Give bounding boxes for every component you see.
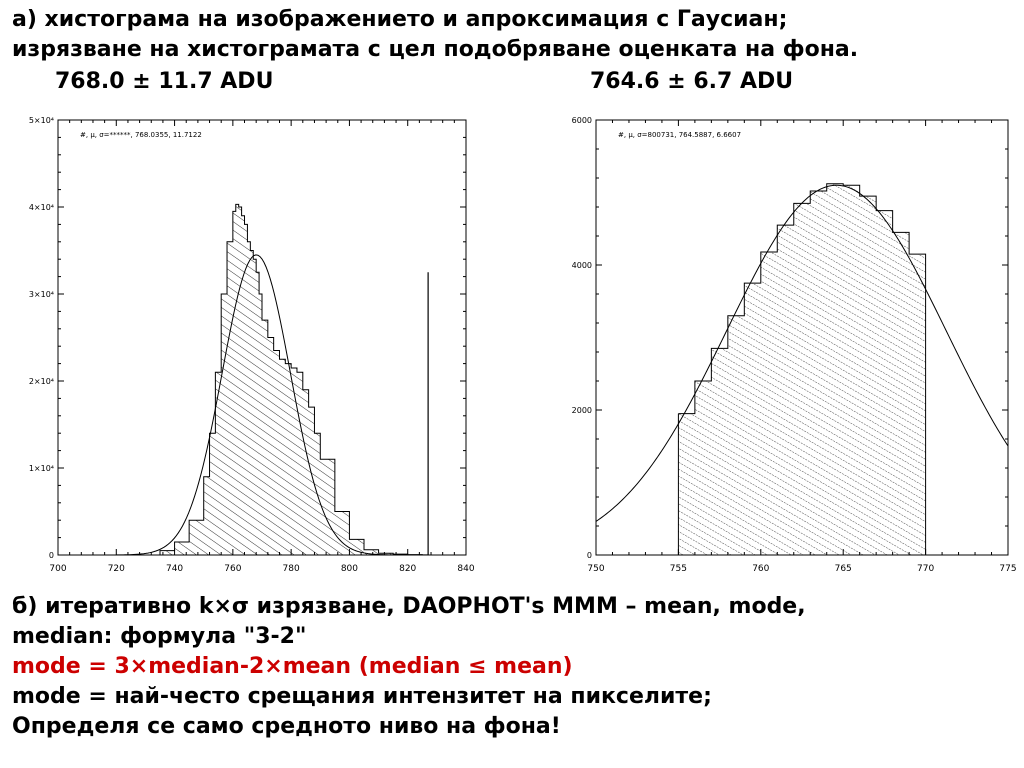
x-tick-label: 760	[752, 564, 770, 574]
x-tick-label: 760	[224, 564, 242, 574]
left-fit-value: 768.0 ± 11.7 ADU	[55, 69, 274, 94]
mode-formula: mode = 3×median-2×mean (median ≤ mean)	[12, 654, 573, 679]
explanation-line-5: Определя се само средното ниво на фона!	[12, 714, 561, 739]
x-tick-label: 740	[165, 564, 184, 574]
explanation-line-1: б) итеративно k×σ изрязване, DAOPHOT's MMM – mean, mode,	[12, 594, 806, 619]
y-tick-label: 3×10⁴	[28, 290, 54, 299]
x-tick-label: 765	[834, 564, 852, 574]
heading-line-2: изрязване на хистограмата с цел подобряване оценката на фона.	[12, 37, 859, 62]
explanation-block	[12, 592, 806, 742]
y-tick-label: 1×10⁴	[28, 464, 54, 473]
right-plot-area	[572, 116, 1017, 574]
x-tick-label: 750	[587, 564, 605, 574]
x-tick-label: 840	[457, 564, 475, 574]
x-tick-label: 775	[999, 564, 1017, 574]
y-tick-label: 2×10⁴	[28, 377, 54, 386]
x-tick-label: 700	[49, 564, 67, 574]
y-tick-label: 5×10⁴	[28, 116, 54, 125]
y-tick-label: 0	[48, 551, 54, 560]
left-plot-area	[29, 116, 475, 574]
left-histogram-chart	[0, 110, 480, 580]
right-fit-value: 764.6 ± 6.7 ADU	[590, 69, 794, 94]
x-tick-label: 755	[669, 564, 687, 574]
x-tick-label: 800	[340, 564, 359, 574]
y-tick-label: 4×10⁴	[28, 203, 54, 212]
y-tick-label: 0	[586, 551, 592, 560]
histogram-hatch	[678, 184, 925, 555]
x-tick-label: 780	[282, 564, 300, 574]
x-tick-label: 770	[917, 564, 935, 574]
y-tick-label: 4000	[571, 261, 592, 270]
y-tick-label: 2000	[571, 406, 592, 415]
fit-annotation: #, μ, σ=******, 768.0355, 11.7122	[80, 131, 202, 139]
explanation-line-2: median: формула "3-2"	[12, 624, 307, 649]
x-tick-label: 720	[107, 564, 125, 574]
y-tick-label: 6000	[571, 116, 592, 125]
fit-annotation: #, μ, σ=800731, 764.5887, 6.6607	[618, 131, 742, 139]
heading-line-1: а) хистограма на изображението и апроксимация с Гаусиан;	[12, 7, 788, 32]
x-tick-label: 820	[399, 564, 417, 574]
right-histogram-chart	[560, 110, 1020, 580]
explanation-line-4: mode = най-често срещания интензитет на пикселите;	[12, 684, 712, 709]
histogram-hatch	[131, 204, 428, 555]
